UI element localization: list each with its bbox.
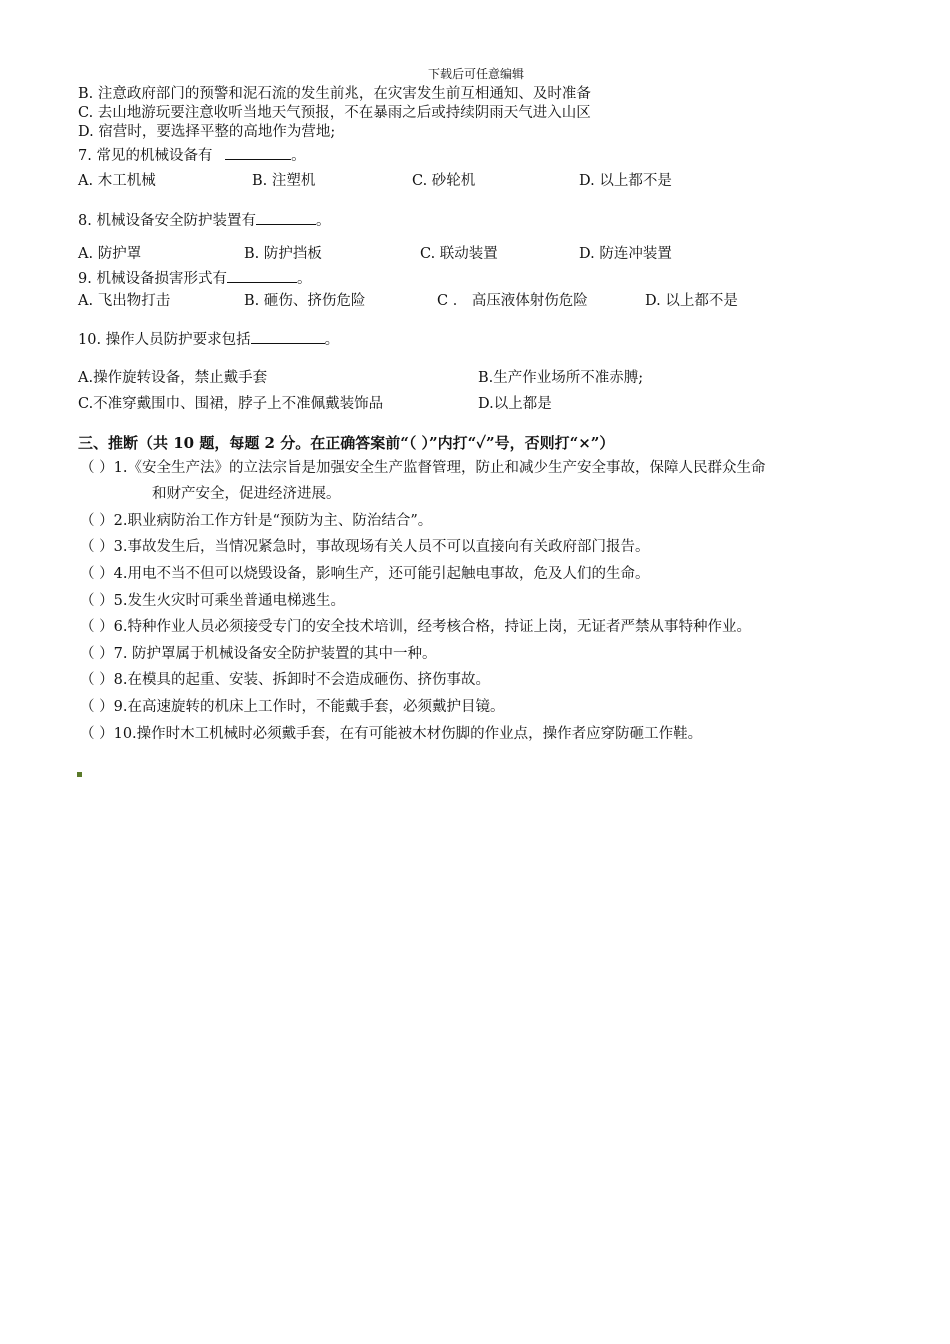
q7-stem-end: 。 [291, 148, 306, 164]
q10-option-a: A.操作旋转设备，禁止戴手套 [78, 370, 268, 386]
q8-stem [78, 210, 330, 231]
q7-stem-text: 7. 常见的机械设备有 [78, 148, 213, 164]
q7-option-b: B. 注塑机 [252, 173, 316, 189]
q8-option-c: C. 联动装置 [420, 246, 498, 262]
tf-item-6: （ ）6.特种作业人员必须接受专门的安全技术培训，经考核合格，持证上岗，无证者严禁从事特种作业。 [80, 619, 751, 635]
decorative-marker [77, 772, 82, 777]
q8-stem-text: 8. 机械设备安全防护装置有 [78, 213, 256, 229]
q8-answer-blank [256, 210, 316, 225]
tf-item-4: （ ）4.用电不当不但可以烧毁设备，影响生产，还可能引起触电事故，危及人们的生命。 [80, 566, 650, 582]
tf-item-7: （ ）7. 防护罩属于机械设备安全防护装置的其中一种。 [80, 646, 437, 662]
q9-option-b: B. 砸伤、挤伤危险 [244, 293, 366, 309]
q6-option-d: D. 宿营时，要选择平整的高地作为营地; [78, 124, 336, 140]
q8-stem-end: 。 [315, 213, 331, 229]
q9-stem-text: 9. 机械设备损害形式有 [78, 271, 227, 287]
q9-stem [78, 268, 311, 289]
q9-option-c: C ． 高压液体射伤危险 [437, 293, 588, 309]
q10-stem [78, 329, 339, 350]
tf-item-8: （ ）8.在模具的起重、安装、拆卸时不会造成砸伤、挤伤事故。 [80, 672, 490, 688]
tf-item-1: （ ）1.《安全生产法》的立法宗旨是加强安全生产监督管理，防止和减少生产安全事故，保障人民群众生命 [80, 460, 766, 476]
tf-item-3: （ ）3.事故发生后，当情况紧急时，事故现场有关人员不可以直接向有关政府部门报告。 [80, 539, 650, 555]
q7-option-d: D. 以上都不是 [579, 173, 672, 189]
tf-item-9: （ ）9.在高速旋转的机床上工作时，不能戴手套，必须戴护目镜。 [80, 699, 505, 715]
q8-option-b: B. 防护挡板 [244, 246, 322, 262]
q10-stem-text: 10. 操作人员防护要求包括 [78, 332, 251, 348]
q10-option-d: D.以上都是 [478, 396, 552, 412]
q9-option-a: A. 飞出物打击 [78, 293, 171, 309]
q10-stem-end: 。 [324, 332, 340, 348]
tf-item-1-continued: 和财产安全，促进经济进展。 [152, 486, 341, 502]
section3-title: 三、推断（共 10 题，每题 2 分。在正确答案前“（ ）”内打“✓”号，否则打“×”） [78, 434, 615, 452]
q7-option-c: C. 砂轮机 [412, 173, 476, 189]
q10-option-c: C.不准穿戴围巾、围裙，脖子上不准佩戴装饰品 [78, 396, 384, 412]
q9-answer-blank [227, 268, 297, 283]
q8-option-a: A. 防护罩 [78, 246, 142, 262]
q6-option-b: B. 注意政府部门的预警和泥石流的发生前兆，在灾害发生前互相通知、及时准备 [78, 86, 591, 102]
q10-answer-blank [251, 329, 325, 344]
q10-option-b: B.生产作业场所不准赤膊; [478, 370, 644, 386]
q6-option-c: C. 去山地游玩要注意收听当地天气预报，不在暴雨之后或持续阴雨天气进入山区 [78, 105, 591, 121]
q9-option-d: D. 以上都不是 [645, 293, 738, 309]
tf-item-2: （ ）2.职业病防治工作方针是“预防为主、防治结合”。 [80, 513, 433, 529]
q7-option-a: A. 木工机械 [78, 173, 156, 189]
page-header-note: 下载后可任意编辑 [428, 67, 525, 81]
q7-answer-blank [225, 145, 291, 160]
tf-item-10: （ ）10.操作时木工机械时必须戴手套，在有可能被木材伤脚的作业点，操作者应穿防砸工作鞋。 [80, 726, 703, 742]
q8-option-d: D. 防连冲装置 [579, 246, 672, 262]
tf-item-5: （ ）5.发生火灾时可乘坐普通电梯逃生。 [80, 593, 345, 609]
q7-stem [78, 145, 306, 166]
q9-stem-end: 。 [296, 271, 312, 287]
